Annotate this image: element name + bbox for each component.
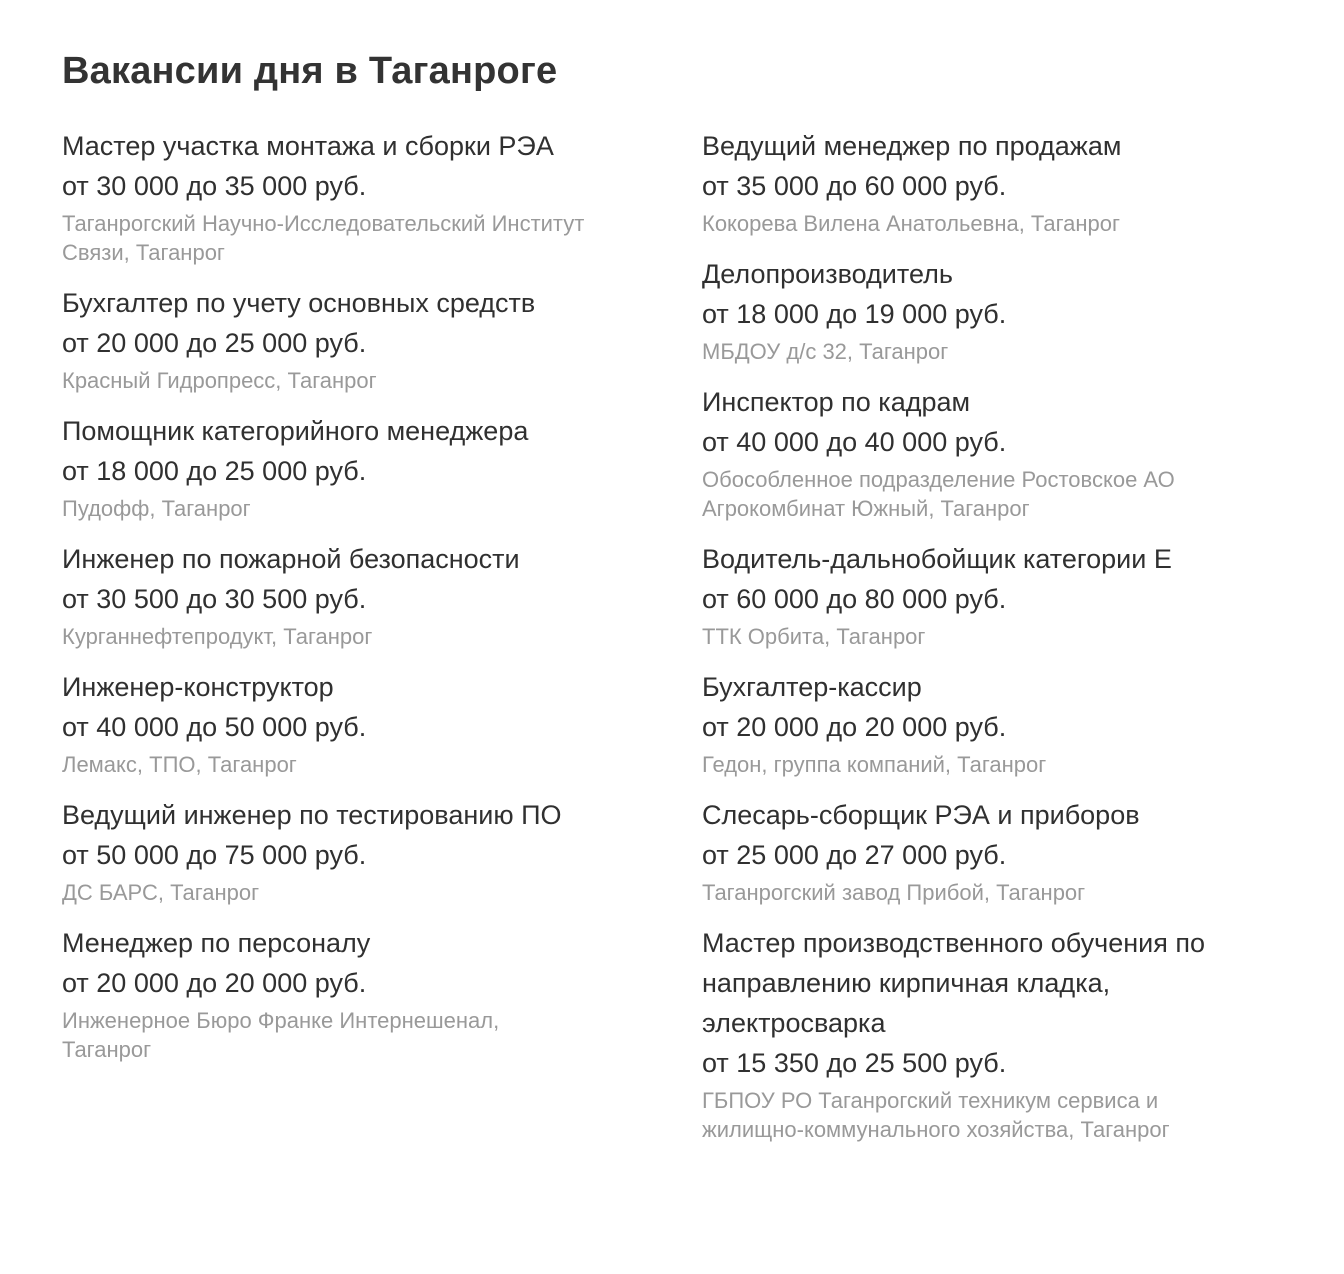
vacancy-item — [702, 923, 1262, 1144]
vacancy-item — [702, 539, 1262, 651]
vacancy-salary: от 30 000 до 35 000 руб. — [62, 171, 367, 201]
vacancy-company: ТТК Орбита, Таганрог — [702, 624, 926, 649]
vacancy-title-link[interactable]: Слесарь-сборщик РЭА и приборов — [702, 800, 1140, 830]
vacancy-company: Таганрогский завод Прибой, Таганрог — [702, 880, 1086, 905]
vacancy-title-link[interactable]: Мастер участка монтажа и сборки РЭА — [62, 131, 554, 161]
vacancy-title-link[interactable]: Менеджер по персоналу — [62, 928, 371, 958]
vacancy-salary: от 25 000 до 27 000 руб. — [702, 840, 1007, 870]
vacancy-item — [62, 795, 662, 907]
vacancy-title-link[interactable]: Помощник категорийного менеджера — [62, 416, 529, 446]
vacancy-title-link[interactable]: Инженер-конструктор — [62, 672, 334, 702]
vacancy-company: ДС БАРС, Таганрог — [62, 880, 260, 905]
vacancy-company: Таганрогский Научно-Исследовательский Институт Связи, Таганрог — [62, 211, 585, 265]
vacancy-item — [62, 923, 662, 1064]
vacancy-salary: от 20 000 до 20 000 руб. — [62, 968, 367, 998]
vacancy-company: Гедон, группа компаний, Таганрог — [702, 752, 1047, 777]
vacancy-company: Кокорева Вилена Анатольевна, Таганрог — [702, 211, 1121, 236]
vacancy-title-link[interactable]: Делопроизводитель — [702, 259, 953, 289]
vacancy-salary: от 60 000 до 80 000 руб. — [702, 584, 1007, 614]
vacancy-title-link[interactable]: Водитель-дальнобойщик категории Е — [702, 544, 1172, 574]
vacancy-company: Красный Гидропресс, Таганрог — [62, 368, 377, 393]
vacancy-company: Лемакс, ТПО, Таганрог — [62, 752, 297, 777]
vacancy-item — [702, 254, 1262, 366]
vacancy-company: ГБПОУ РО Таганрогский техникум сервиса и жилищно-коммунального хозяйства, Таганрог — [702, 1088, 1170, 1142]
vacancy-company: Обособленное подразделение Ростовское АО Агрокомбинат Южный, Таганрог — [702, 467, 1175, 521]
vacancy-item — [702, 382, 1262, 523]
vacancy-company: Курганнефтепродукт, Таганрог — [62, 624, 373, 649]
page-title: Вакансии дня в Таганроге — [62, 50, 558, 92]
vacancy-salary: от 50 000 до 75 000 руб. — [62, 840, 367, 870]
vacancy-salary: от 20 000 до 25 000 руб. — [62, 328, 367, 358]
vacancy-title-link[interactable]: Ведущий инженер по тестированию ПО — [62, 800, 562, 830]
vacancy-salary: от 35 000 до 60 000 руб. — [702, 171, 1007, 201]
vacancy-salary: от 40 000 до 50 000 руб. — [62, 712, 367, 742]
vacancy-item — [62, 539, 662, 651]
vacancy-salary: от 40 000 до 40 000 руб. — [702, 427, 1007, 457]
vacancy-title-link[interactable]: Ведущий менеджер по продажам — [702, 131, 1122, 161]
vacancy-company: МБДОУ д/с 32, Таганрог — [702, 339, 949, 364]
vacancy-title-link[interactable]: Инженер по пожарной безопасности — [62, 544, 520, 574]
vacancy-title-link[interactable]: Инспектор по кадрам — [702, 387, 971, 417]
vacancy-item — [62, 283, 662, 395]
vacancy-salary: от 15 350 до 25 500 руб. — [702, 1048, 1007, 1078]
vacancy-salary: от 18 000 до 25 000 руб. — [62, 456, 367, 486]
vacancy-company: Пудофф, Таганрог — [62, 496, 251, 521]
vacancy-salary: от 18 000 до 19 000 руб. — [702, 299, 1007, 329]
vacancy-company: Инженерное Бюро Франке Интернешенал, Таганрог — [62, 1008, 500, 1062]
vacancy-item — [702, 667, 1262, 779]
vacancy-title-link[interactable]: Мастер производственного обучения по направлению кирпичная кладка, электросварка — [702, 928, 1205, 1038]
vacancy-list-right — [702, 126, 1262, 1160]
vacancy-item — [62, 411, 662, 523]
vacancy-salary: от 20 000 до 20 000 руб. — [702, 712, 1007, 742]
vacancy-title-link[interactable]: Бухгалтер по учету основных средств — [62, 288, 536, 318]
vacancy-salary: от 30 500 до 30 500 руб. — [62, 584, 367, 614]
vacancy-item — [702, 795, 1262, 907]
vacancy-title-link[interactable]: Бухгалтер-кассир — [702, 672, 922, 702]
vacancy-item — [702, 126, 1262, 238]
vacancy-item — [62, 667, 662, 779]
vacancy-list-left — [62, 126, 662, 1080]
vacancy-item — [62, 126, 662, 267]
